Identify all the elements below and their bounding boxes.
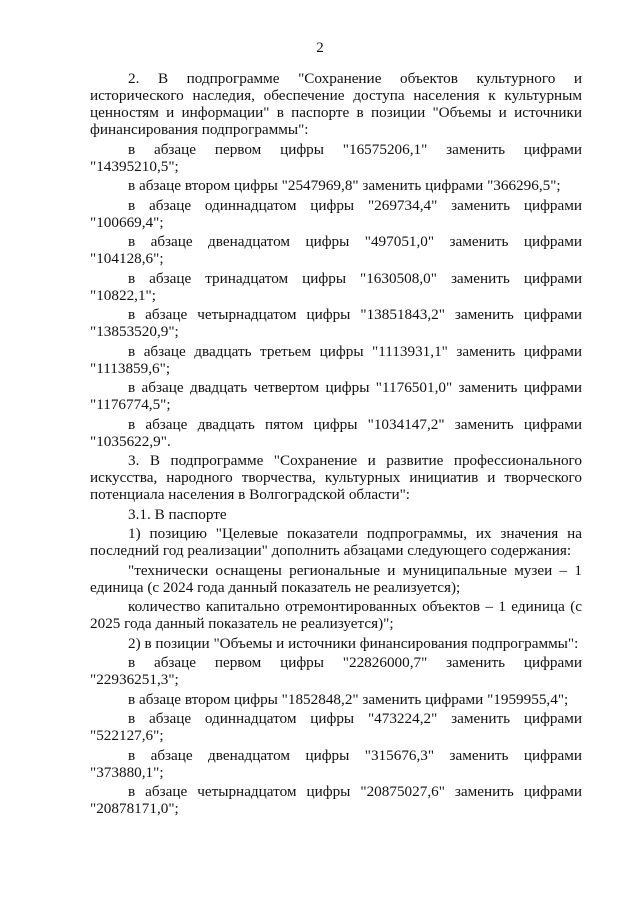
paragraph-quoted-addition: "технически оснащены региональные и муниципальные музеи – 1 единица (с 2024 года данный показатель не реализуется); — [90, 561, 582, 596]
paragraph-item-1: 1) позицию "Целевые показатели подпрограммы, их значения на последний год реализации" дополнить абзацами следующего содержания: — [90, 525, 582, 559]
paragraph-amendment: в абзаце втором цифры "1852848,2" заменить цифрами "1959955,4"; — [128, 690, 569, 708]
page-number: 2 — [316, 40, 324, 56]
paragraph-amendment: в абзаце двадцать четвертом цифры "1176501,0" заменить цифрами "1176774,5"; — [90, 379, 582, 413]
paragraph-amendment: в абзаце одиннадцатом цифры "473224,2" заменить цифрами "522127,6"; — [90, 710, 582, 744]
paragraph-amendment: в абзаце одиннадцатом цифры "269734,4" заменить цифрами "100669,4"; — [90, 196, 582, 231]
paragraph-subprogram-3: 3. В подпрограмме "Сохранение и развитие профессионального искусства, народного творчества, культурных инициатив и творческого потенциала населения в Волгоградской области": — [90, 452, 582, 503]
paragraph-amendment: в абзаце двенадцатом цифры "315676,3" заменить цифрами "373880,1"; — [90, 746, 582, 781]
paragraph-section-3-1: 3.1. В паспорте — [128, 505, 227, 523]
paragraph-quoted-addition: количество капитально отремонтированных объектов – 1 единица (с 2025 года данный показатель не реализуется)"; — [90, 598, 582, 632]
paragraph-subprogram-2: 2. В подпрограмме "Сохранение объектов культурного и исторического наследия, обеспечение доступа населения к культурным ценностям и информации" в паспорте в позиции "Объемы и источники финансирования подпрограммы": — [90, 70, 582, 138]
paragraph-amendment: в абзаце четырнадцатом цифры "20875027,6" заменить цифрами "20878171,0"; — [90, 783, 582, 817]
paragraph-amendment: в абзаце двадцать пятом цифры "1034147,2" заменить цифрами "1035622,9". — [90, 415, 582, 450]
paragraph-amendment: в абзаце двенадцатом цифры "497051,0" заменить цифрами "104128,6"; — [90, 233, 582, 267]
paragraph-amendment: в абзаце четырнадцатом цифры "13851843,2" заменить цифрами "13853520,9"; — [90, 306, 582, 340]
paragraph-amendment: в абзаце первом цифры "16575206,1" заменить цифрами "14395210,5"; — [90, 140, 582, 175]
paragraph-item-2: 2) в позиции "Объемы и источники финансирования подпрограммы": — [128, 634, 579, 652]
document-body — [90, 70, 582, 820]
paragraph-amendment: в абзаце первом цифры "22826000,7" заменить цифрами "22936251,3"; — [90, 654, 582, 688]
paragraph-amendment: в абзаце втором цифры "2547969,8" заменить цифрами "366296,5"; — [128, 177, 561, 194]
paragraph-amendment: в абзаце тринадцатом цифры "1630508,0" заменить цифрами "10822,1"; — [90, 269, 582, 304]
paragraph-amendment: в абзаце двадцать третьем цифры "1113931,1" заменить цифрами "1113859,6"; — [90, 342, 582, 377]
